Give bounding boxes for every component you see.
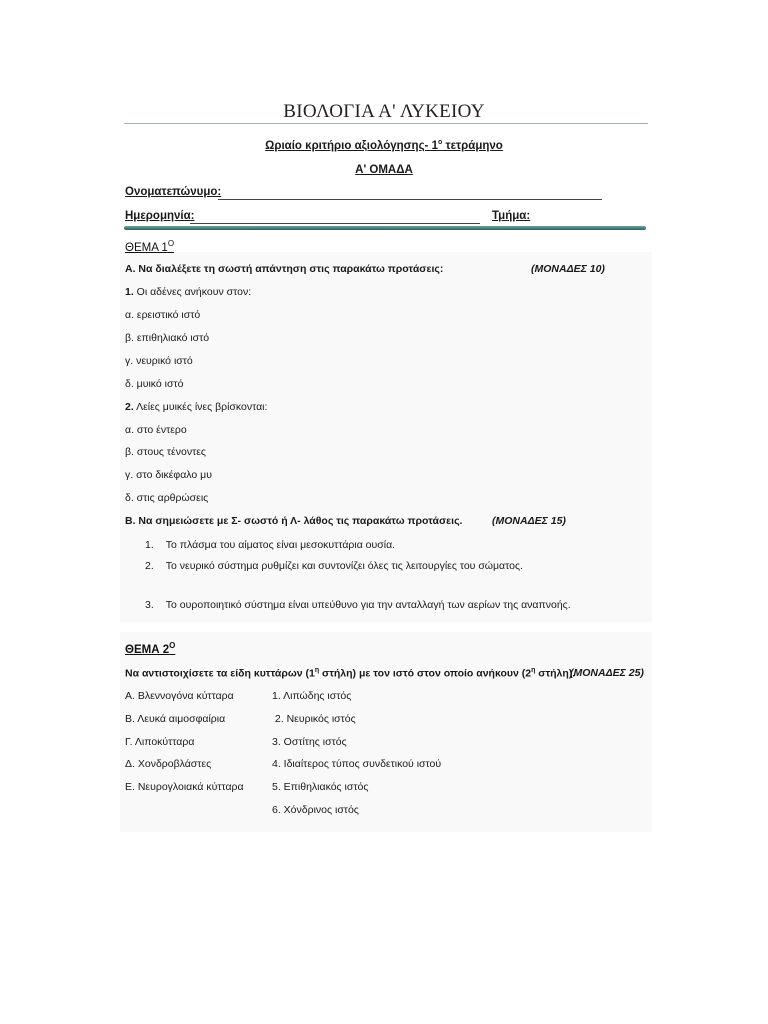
theme1-heading xyxy=(125,239,174,254)
class-label: Τμήμα: xyxy=(492,210,531,222)
q2-option-b[interactable]: β. στους τένοντες xyxy=(125,446,206,458)
statement-2-number: 2. xyxy=(145,560,154,572)
matching-sup1: η xyxy=(314,667,320,674)
q2-option-a[interactable]: α. στο έντερο xyxy=(125,424,187,436)
tissue-1[interactable]: 1. Λιπώδης ιστός xyxy=(272,690,352,702)
matching-instruction-part3: στήλη). xyxy=(535,667,576,680)
name-blank-line[interactable] xyxy=(218,199,602,200)
tissue-3[interactable]: 3. Οστίτης ιστός xyxy=(272,736,347,748)
cell-type-b[interactable]: Β. Λευκά αιμοσφαίρια xyxy=(125,713,226,725)
tissue-2[interactable]: 2. Νευρικός ιστός xyxy=(272,713,356,725)
q2-option-d[interactable]: δ. στις αρθρώσεις xyxy=(125,492,209,504)
matching-instruction xyxy=(125,667,575,680)
test-subtitle xyxy=(0,139,768,152)
theme2-heading-text: ΘΕΜΑ 2 xyxy=(125,643,170,656)
q2-option-c[interactable]: γ. στο δικέφαλο μυ xyxy=(125,469,212,481)
partB-instruction: Β. Να σημειώσετε με Σ- σωστό ή Λ- λάθος τις παρακάτω προτάσεις. xyxy=(125,515,463,527)
partA-points: (ΜΟΝΑΔΕΣ 10) xyxy=(531,263,605,275)
question-1-text: Οι αδένες ανήκουν στον: xyxy=(133,286,252,298)
theme1-heading-sup: Ο xyxy=(167,239,175,248)
tissue-4[interactable]: 4. Ιδιαίτερος τύπος συνδετικού ιστού xyxy=(272,758,442,770)
date-label: Ημερομηνία: xyxy=(125,210,195,222)
q1-option-b[interactable]: β. επιθηλιακό ιστό xyxy=(125,332,210,344)
theme2-heading xyxy=(125,641,175,656)
statement-1-number: 1. xyxy=(145,539,154,551)
tissue-5[interactable]: 5. Επιθηλιακός ιστός xyxy=(272,781,369,793)
statement-1[interactable] xyxy=(145,539,395,551)
cell-type-d[interactable]: Δ. Χονδροβλάστες xyxy=(125,758,212,770)
tissue-6[interactable]: 6. Χόνδρινος ιστός xyxy=(272,804,359,816)
scan-panel xyxy=(120,632,652,832)
question-2-text: Λείες μυικές ίνες βρίσκονται: xyxy=(133,401,268,413)
page-title: ΒΙΟΛΟΓΙΑ Α' ΛΥΚΕΙΟΥ xyxy=(283,101,485,122)
date-blank-line[interactable] xyxy=(190,223,480,224)
partA-instruction: Α. Να διαλέξετε τη σωστή απάντηση στις παρακάτω προτάσεις: xyxy=(125,263,444,275)
matching-points: (ΜΟΝΑΔΕΣ 25) xyxy=(570,667,644,679)
statement-3[interactable] xyxy=(145,599,571,611)
statement-2[interactable] xyxy=(145,560,523,572)
group-label: Α' ΟΜΑΔΑ xyxy=(355,164,413,176)
cell-type-e[interactable]: Ε. Νευρογλοιακά κύτταρα xyxy=(125,781,244,793)
partB-points: (ΜΟΝΑΔΕΣ 15) xyxy=(492,515,566,527)
cell-type-a[interactable]: Α. Βλεννογόνα κύτταρα xyxy=(125,690,234,702)
title-divider xyxy=(124,123,648,124)
matching-sup2: η xyxy=(531,667,536,674)
statement-3-text: Το ουροποιητικό σύστημα είναι υπεύθυνο για την ανταλλαγή των αερίων της αναπνοής. xyxy=(165,599,571,611)
subtitle-sup: ο xyxy=(437,139,443,146)
subtitle-post: τετράμηνο xyxy=(442,139,503,152)
question-1 xyxy=(125,286,251,298)
question-2 xyxy=(125,401,267,413)
matching-instruction-part1: Να αντιστοιχίσετε τα είδη κυττάρων (1 xyxy=(125,667,315,680)
theme1-heading-text: ΘΕΜΑ 1 xyxy=(125,241,168,254)
statement-3-number: 3. xyxy=(145,599,154,611)
subtitle-pre: Ωριαίο κριτήριο αξιολόγησης- 1 xyxy=(265,139,438,152)
q1-option-a[interactable]: α. ερειστικό ιστό xyxy=(125,309,201,321)
q1-option-c[interactable]: γ. νευρικό ιστό xyxy=(125,355,193,367)
theme2-heading-sup: Ο xyxy=(169,641,176,650)
question-2-number: 2. xyxy=(125,401,134,413)
question-1-number: 1. xyxy=(125,286,134,298)
name-label: Ονοματεπώνυμο: xyxy=(125,186,222,198)
header-divider xyxy=(124,226,646,230)
cell-type-c[interactable]: Γ. Λιποκύτταρα xyxy=(125,736,195,748)
q1-option-d[interactable]: δ. μυικό ιστό xyxy=(125,378,184,390)
statement-1-text: Το πλάσμα του αίματος είναι μεσοκυττάρια ουσία. xyxy=(165,539,396,551)
statement-2-text: Το νευρικό σύστημα ρυθμίζει και συντονίζει όλες τις λειτουργίες του σώματος. xyxy=(165,560,523,572)
matching-instruction-part2: στήλη) με τον ιστό στον οποίο ανήκουν (2 xyxy=(319,667,532,680)
